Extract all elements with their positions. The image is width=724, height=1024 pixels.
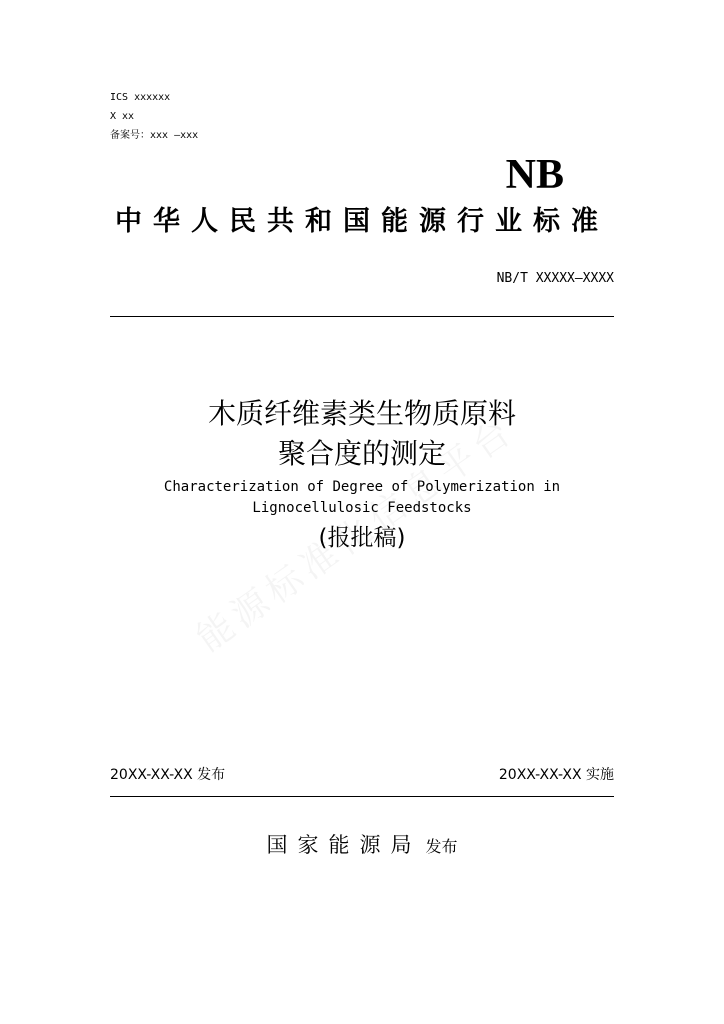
issuer-name: 国家能源局 [266,833,422,857]
title-chinese-line1: 木质纤维素类生物质原料 [207,397,516,430]
divider-top [110,316,614,317]
divider-bottom [110,796,614,797]
implement-date: 20XX-XX-XX 实施 [498,767,614,783]
issuer [110,830,614,862]
issuer-verb: 发布 [425,837,458,856]
standard-number: NB/T XXXXX—XXXX [496,271,614,286]
title-chinese-line2: 聚合度的测定 [277,437,446,470]
title-english-line1: Characterization of Degree of Polymerization in [163,479,561,495]
publish-date: 20XX-XX-XX 发布 [110,767,226,783]
draft-status: (报批稿) [318,525,406,551]
title-english-line2: Lignocellulosic Feedstocks [252,500,472,516]
classification-code: X xx [110,111,135,122]
filing-number: 备案号：xxx —xxx [110,130,199,141]
standard-name: 中华人民共和国能源行业标准 [115,206,609,237]
nb-logo: NB [505,152,564,198]
ics-code: ICS xxxxxx [110,92,171,103]
